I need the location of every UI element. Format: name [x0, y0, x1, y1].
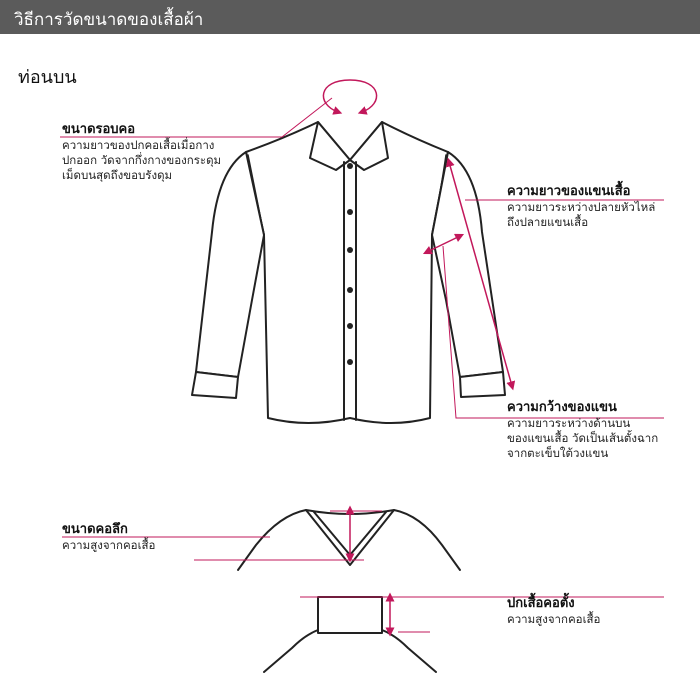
- sleeve-length-title: ความยาวของแขนเสื้อ: [507, 184, 631, 199]
- collar-height-title: ปกเสื้อคอตั้ง: [507, 596, 575, 611]
- sleeve-width-label: [507, 399, 658, 461]
- neck-size-desc-1: ความยาวของปกคอเสื้อเมื่อกาง: [62, 138, 215, 152]
- sleeve-length-desc-2: ถึงปลายแขนเสื้อ: [507, 215, 589, 229]
- stand-collar-illustration: [264, 597, 436, 672]
- neck-size-desc-2: ปกออก วัดจากกึ่งกางของกระดุม: [62, 153, 222, 167]
- sleeve-width-desc-2: ของแขนเสื้อ วัดเป็นเส้นตั้งฉาก: [507, 431, 659, 445]
- neck-depth-desc: ความสูงจากคอเสื้อ: [62, 538, 156, 552]
- neck-depth-label: [62, 521, 155, 553]
- sleeve-width-desc-3: จากตะเข็บใต้วงแขน: [507, 446, 609, 460]
- section-title: ท่อนบน: [18, 67, 77, 88]
- collar-height-label: [507, 595, 600, 627]
- vneck-illustration: [238, 510, 460, 570]
- page-title: วิธีการวัดขนาดของเสื้อผ้า: [14, 10, 204, 30]
- neck-size-label: [62, 121, 221, 183]
- sleeve-length-desc-1: ความยาวระหว่างปลายหัวไหล่: [507, 200, 656, 214]
- sleeve-length-label: [507, 183, 655, 230]
- sleeve-width-desc-1: ความยาวระหว่างด้านบน: [507, 416, 631, 430]
- sleeve-width-title: ความกว้างของแขน: [507, 400, 617, 415]
- neck-size-title: ขนาดรอบคอ: [62, 122, 136, 137]
- neck-measure-marker: [323, 80, 376, 112]
- neck-size-desc-3: เม็ดบนสุดถึงขอบรังดุม: [62, 168, 173, 182]
- neck-depth-title: ขนาดคอลึก: [62, 522, 128, 537]
- collar-height-desc: ความสูงจากคอเสื้อ: [507, 612, 601, 626]
